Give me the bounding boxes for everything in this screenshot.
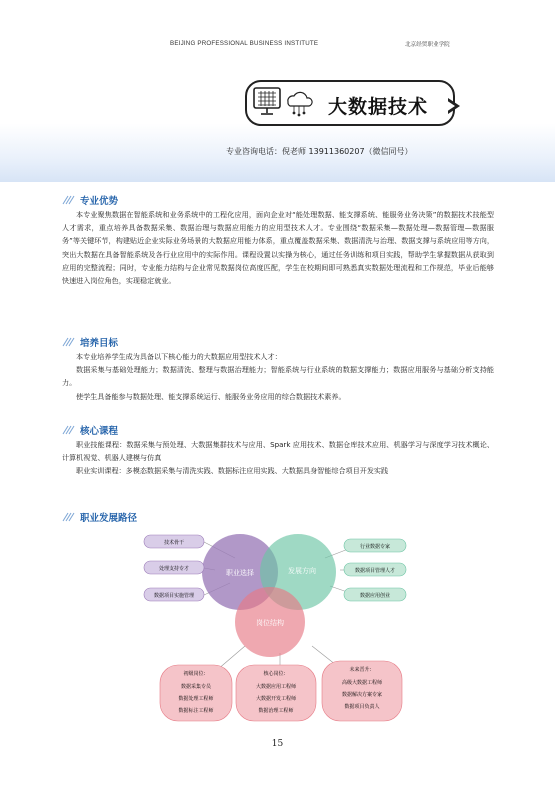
section-title: 核心课程 bbox=[80, 426, 119, 437]
bottom-box-junior bbox=[160, 665, 232, 721]
header-institute-en: BEIJING PROFESSIONAL BUSINESS INSTITUTE bbox=[170, 40, 319, 47]
box-item: 数据标注工程师 bbox=[178, 708, 214, 714]
paragraph: 本专业聚焦数据在智能系统和业务系统中的工程化应用，面向企业对“能处理数据、能支撑系统、能服务业务决策”的数据技术技能型人才需求，重点培养具备数据采集、数据治理与数据应用能力的应用型技术人才。专业围绕“数据采集—数据处理—数据管理—数据服务”等关键环节，构建贴近企业实际业务场景的大数据应用能力体系，重点覆盖数据采集、数据清洗与治理、数据支撑与系统应用等方向，突出大数据在具备智能系统及各行业应用中的实际作用。课程设置以实操为核心，通过任务训练和项目实践，帮助学生掌握数据从获取到应用的完整流程；同时，专业能力结构与企业常见数据岗位高度匹配，学生在校期间即可熟悉真实数据处理流程和工作规范，毕业后能够快速进入岗位角色，实现稳定就业。 bbox=[62, 210, 494, 286]
page-number: 15 bbox=[271, 739, 284, 749]
paragraph: 职业技能课程：数据采集与预处理、大数据集群技术与应用、Spark 应用技术、数据仓库技术应用、机器学习与深度学习技术概论、计算机视觉、机器人建模与仿真 bbox=[62, 440, 494, 463]
right-tags bbox=[344, 539, 406, 601]
heading-decoration-icon bbox=[62, 425, 76, 435]
paragraph: 使学生具备能参与数据处理、能支撑系统运行、能服务业务应用的综合数据技术素养。 bbox=[76, 391, 346, 401]
courses-text bbox=[62, 438, 494, 478]
box-item: 数据治理工程师 bbox=[258, 708, 294, 714]
circle-career-choice-label: 职业选择 bbox=[226, 569, 254, 577]
box-item: 数据解决方案专家 bbox=[341, 692, 383, 698]
right-tag: 行业数据专家 bbox=[359, 544, 391, 550]
section-heading-advantage bbox=[62, 193, 118, 207]
bottom-box-core bbox=[236, 665, 316, 721]
contact-info: 专业咨询电话：倪老师 13911360207（微信同号） bbox=[226, 147, 413, 156]
box-item: 高级大数据工程师 bbox=[341, 680, 383, 686]
heading-decoration-icon bbox=[62, 195, 76, 205]
bottom-box-future bbox=[322, 661, 402, 721]
left-tag: 处理支持专才 bbox=[158, 566, 190, 572]
career-path-diagram bbox=[140, 528, 420, 728]
box-title: 初级岗位： bbox=[183, 671, 209, 677]
right-tag: 数据项目管理人才 bbox=[354, 568, 396, 574]
section-title: 培养目标 bbox=[80, 338, 119, 349]
left-tag: 技术骨干 bbox=[163, 540, 185, 546]
box-title: 未来晋升： bbox=[349, 667, 375, 673]
page-title: 大数据技术 bbox=[328, 96, 429, 118]
heading-decoration-icon bbox=[62, 512, 76, 522]
section-title: 职业发展路径 bbox=[80, 513, 138, 524]
box-item: 大数据开发工程师 bbox=[255, 696, 297, 702]
computer-cloud-icon bbox=[252, 86, 320, 118]
circle-position-label: 岗位结构 bbox=[256, 619, 284, 627]
goal-text bbox=[62, 350, 494, 403]
section-heading-courses bbox=[62, 423, 118, 437]
box-item: 数据处理工程师 bbox=[178, 696, 214, 702]
box-item: 大数据应用工程师 bbox=[255, 684, 297, 690]
section-heading-path bbox=[62, 510, 137, 524]
left-tag: 数据项目实施管理 bbox=[153, 593, 195, 599]
left-tags bbox=[144, 535, 204, 601]
circle-development-label: 发展方向 bbox=[288, 567, 316, 575]
section-title: 专业优势 bbox=[80, 196, 119, 207]
right-tag: 数据应用创业 bbox=[359, 593, 391, 599]
heading-decoration-icon bbox=[62, 337, 76, 347]
header-institute-cn: 北京经贸职业学院 bbox=[405, 42, 450, 48]
section-heading-goal bbox=[62, 335, 118, 349]
paragraph: 本专业培养学生成为具备以下核心能力的大数据应用型技术人才： bbox=[76, 352, 282, 361]
paragraph: 数据采集与基础处理能力；数据清洗、整理与数据治理能力；智能系统与行业系统的数据支撑能力；数据应用服务与基础分析支持能力。 bbox=[62, 365, 494, 388]
box-item: 数据项目负责人 bbox=[344, 704, 380, 710]
box-item: 数据采集专员 bbox=[180, 684, 212, 690]
box-title: 核心岗位： bbox=[263, 671, 289, 677]
paragraph: 职业实训课程：多模态数据采集与清洗实践、数据标注应用实践、大数据具身智能综合项目开发实践 bbox=[76, 466, 389, 476]
advantage-text bbox=[62, 208, 494, 287]
